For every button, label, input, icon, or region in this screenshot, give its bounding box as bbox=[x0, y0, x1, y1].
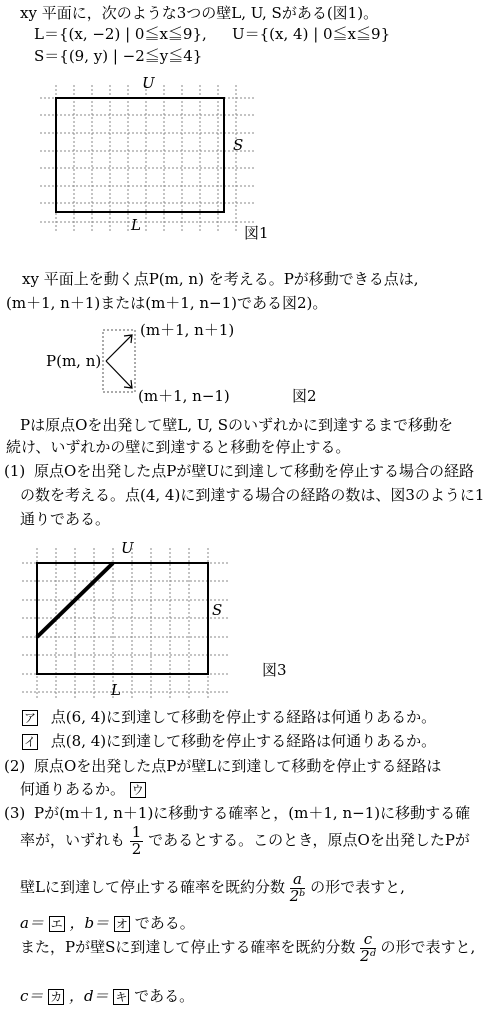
q3-number: (3) bbox=[4, 804, 26, 822]
wall-U-definition: U＝{(x, 4) | 0≦x≦9} bbox=[232, 25, 391, 43]
down-arrow bbox=[106, 361, 132, 388]
figure-3-label-U: U bbox=[121, 539, 134, 557]
figure-2-caption: 図2 bbox=[292, 387, 317, 405]
wall-L-definition: L＝{(x, −2) | 0≦x≦9}, bbox=[34, 25, 207, 43]
up-arrow bbox=[106, 335, 132, 361]
figure-2 bbox=[103, 330, 135, 392]
wall-S-definition: S＝{(9, y) | −2≦y≦4} bbox=[34, 47, 203, 65]
figure-3 bbox=[22, 548, 230, 700]
para2-line2: (m＋1, n＋1)または(m＋1, n−1)である図2)。 bbox=[6, 294, 328, 312]
figure-1-grid bbox=[40, 85, 255, 232]
q2-number: (2) bbox=[4, 757, 26, 775]
q1-line1: 原点Oを出発した点Pが壁Uに到達して移動を停止する場合の経路 bbox=[34, 462, 475, 480]
answer-box-ki[interactable]: キ bbox=[115, 990, 128, 1004]
q2-line2-row bbox=[20, 782, 146, 798]
q3-line2-row bbox=[20, 823, 470, 857]
q3-line5a: また，Pが壁Sに到達して停止する確率を既約分数 bbox=[20, 938, 356, 956]
q3-line4a: a＝ bbox=[20, 914, 44, 932]
para3-line2: 続け、いずれかの壁に到達すると移動を停止する。 bbox=[6, 438, 351, 456]
q3-line6b: ，d＝ bbox=[68, 987, 109, 1005]
figure-2-dotted-box bbox=[103, 330, 135, 392]
q3-line1: Pが(m＋1, n＋1)に移動する確率と，(m＋1, n−1)に移動する確 bbox=[34, 804, 471, 822]
fraction-one-half-numerator: 1 bbox=[131, 822, 142, 841]
fraction-c-over-2d bbox=[360, 929, 376, 965]
fraction-one-half-denominator: 2 bbox=[131, 839, 142, 858]
answer-box-u[interactable]: ウ bbox=[131, 783, 144, 797]
q1b-text: 点(8, 4)に到達して移動を停止する経路は何通りあるか。 bbox=[50, 732, 437, 750]
figure-2-point: P(m, n) bbox=[46, 352, 102, 370]
intro-line1: xy 平面に，次のような3つの壁L, U, Sがある(図1)。 bbox=[20, 4, 379, 22]
answer-box-ka[interactable]: カ bbox=[50, 990, 63, 1004]
figure-1-label-S: S bbox=[233, 136, 244, 154]
q1a-text: 点(6, 4)に到達して移動を停止する経路は何通りあるか。 bbox=[50, 708, 437, 726]
q3-line4b: ，b＝ bbox=[69, 914, 110, 932]
figure-1-caption: 図1 bbox=[244, 224, 269, 242]
fraction-one-half bbox=[130, 822, 144, 858]
q3-line2a: 率が，いずれも bbox=[20, 831, 126, 849]
fraction-c-denominator: 2ᵈ bbox=[360, 946, 376, 965]
q3-line5-row bbox=[20, 930, 475, 964]
q3-line3-row bbox=[20, 870, 405, 904]
figure-2-up-label: (m＋1, n＋1) bbox=[140, 321, 235, 339]
figure-1-label-L: L bbox=[131, 216, 141, 234]
para2-line1: xy 平面上を動く点P(m, n) を考える。Pが移動できる点は, bbox=[22, 270, 419, 288]
q3-line6a: c＝ bbox=[20, 987, 44, 1005]
q3-line3a: 壁Lに到達して停止する確率を既約分数 bbox=[20, 878, 285, 896]
figure-3-label-S: S bbox=[212, 601, 223, 619]
fraction-a-over-2b bbox=[289, 869, 306, 905]
q1a-row bbox=[22, 710, 436, 726]
fraction-a-denominator: 2ᵇ bbox=[289, 886, 306, 905]
figure-1 bbox=[40, 85, 255, 232]
q3-line5b: の形で表すと, bbox=[380, 938, 476, 956]
fraction-c-numerator: c bbox=[360, 932, 376, 949]
q2-line2: 何通りあるか。 bbox=[20, 780, 126, 798]
figure-1-label-U: U bbox=[142, 74, 155, 92]
para3-line1: Pは原点Oを出発して壁L, U, Sのいずれかに到達するまで移動を bbox=[20, 416, 453, 434]
figure-3-label-L: L bbox=[111, 681, 121, 699]
q3-line4c: である。 bbox=[134, 914, 195, 932]
q1-line2: の数を考える。点(4, 4)に到達する場合の経路の数は、図3のように1 bbox=[20, 486, 485, 504]
q1-number: (1) bbox=[4, 462, 26, 480]
q1b-row bbox=[22, 734, 436, 750]
q3-line3b: の形で表すと, bbox=[310, 878, 405, 896]
answer-box-e[interactable]: エ bbox=[50, 917, 63, 931]
q3-line6c: である。 bbox=[134, 987, 195, 1005]
q3-line6-row bbox=[20, 989, 194, 1005]
figure-3-caption: 図3 bbox=[262, 661, 287, 679]
q3-line2b: であるとする。このとき，原点Oを出発したPが bbox=[148, 831, 470, 849]
q1-line3: 通りである。 bbox=[20, 510, 111, 528]
answer-box-a[interactable]: ア bbox=[24, 711, 37, 725]
q2-line1: 原点Oを出発した点Pが壁Lに到達して移動を停止する経路は bbox=[34, 757, 442, 775]
figure-2-down-label: (m＋1, n−1) bbox=[138, 387, 230, 405]
answer-box-o[interactable]: オ bbox=[115, 917, 128, 931]
answer-box-i[interactable]: イ bbox=[24, 735, 37, 749]
fraction-a-numerator: a bbox=[290, 872, 306, 889]
